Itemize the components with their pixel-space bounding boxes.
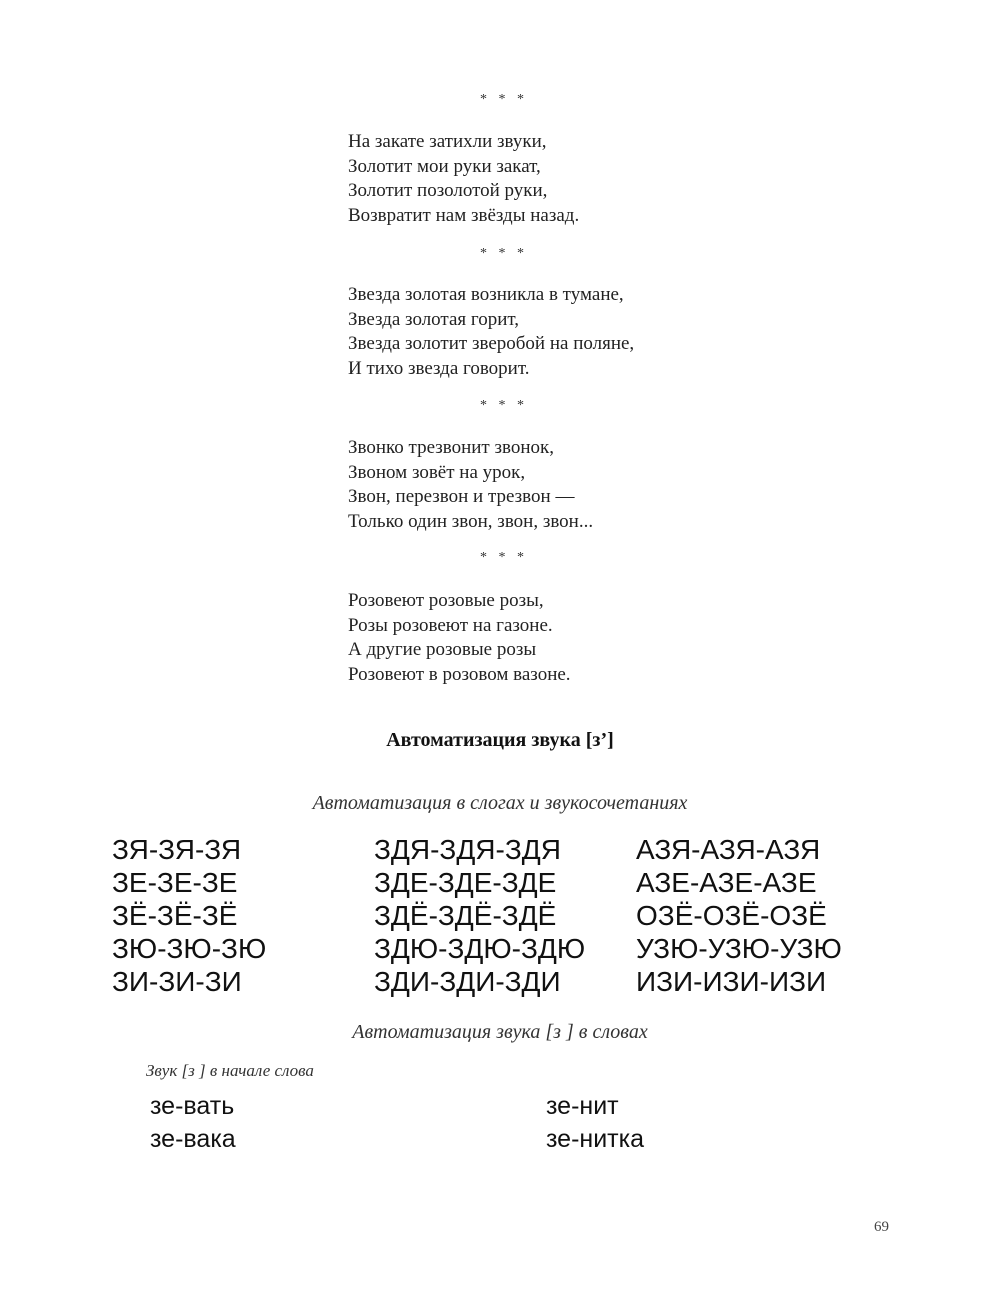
word-column-1 <box>150 1090 236 1156</box>
syllable-row: ЗДИ-ЗДИ-ЗДИ <box>374 966 561 997</box>
poem-line: Возвратит нам звёзды назад. <box>348 204 580 226</box>
syllable-column-1 <box>112 833 266 998</box>
poem-line: А другие розовые розы <box>348 639 537 660</box>
poem-line: Звезда золотит зверобой на поляне, <box>348 333 635 354</box>
poem-stanza-4 <box>348 589 571 687</box>
syllable-row: ЗЮ-ЗЮ-ЗЮ <box>112 933 267 964</box>
stanza-separator: * * * <box>480 246 528 261</box>
syllable-row: ЗДЁ-ЗДЁ-ЗДЁ <box>374 900 557 931</box>
syllable-row: ЗЕ-ЗЕ-ЗЕ <box>112 867 238 898</box>
syllable-row: ЗИ-ЗИ-ЗИ <box>112 966 242 997</box>
poem-stanza-3 <box>348 436 593 534</box>
word-item: зе-вать <box>150 1092 235 1120</box>
syllable-column-3 <box>636 833 842 998</box>
syllable-row: ЗЁ-ЗЁ-ЗЁ <box>112 900 238 931</box>
syllables-subtitle: Автоматизация в слогах и звукосочетаниях <box>312 792 688 814</box>
poem-line: Звонко трезвонит звонок, <box>348 437 554 458</box>
word-item: зе-нитка <box>546 1125 645 1153</box>
sound-position-label: Звук [з ] в начале слова <box>146 1061 314 1080</box>
section-title: Автоматизация звука [з’] <box>386 729 614 751</box>
poem-line: Розовеют розовые розы, <box>348 590 544 611</box>
syllable-row: ЗДЕ-ЗДЕ-ЗДЕ <box>374 867 557 898</box>
poem-line: Звезда золотая возникла в тумане, <box>348 284 624 305</box>
syllable-row: АЗЕ-АЗЕ-АЗЕ <box>636 867 817 898</box>
syllable-row: УЗЮ-УЗЮ-УЗЮ <box>636 933 842 964</box>
word-item: зе-вака <box>150 1125 236 1153</box>
syllable-row: ЗДЯ-ЗДЯ-ЗДЯ <box>374 834 561 865</box>
poem-line: Золотит мои руки закат, <box>348 155 541 177</box>
poem-line: Звоном зовёт на урок, <box>348 461 526 483</box>
syllable-row: ЗДЮ-ЗДЮ-ЗДЮ <box>374 933 586 964</box>
syllable-row: АЗЯ-АЗЯ-АЗЯ <box>636 834 821 865</box>
words-subtitle: Автоматизация звука [з ] в словах <box>352 1021 648 1043</box>
poem-stanza-1 <box>348 130 579 228</box>
word-item: зе-нит <box>546 1092 619 1120</box>
poem-line: Звон, перезвон и трезвон — <box>348 486 575 507</box>
page-number: 69 <box>874 1219 889 1235</box>
stanza-separator: * * * <box>480 398 528 413</box>
poem-line: На закате затихли звуки, <box>348 131 547 152</box>
stanza-separator: * * * <box>480 550 528 565</box>
poem-line: Только один звон, звон, звон... <box>348 510 594 532</box>
stanza-separator: * * * <box>480 92 528 107</box>
syllable-row: ЗЯ-ЗЯ-ЗЯ <box>112 834 242 865</box>
syllable-row: ИЗИ-ИЗИ-ИЗИ <box>636 966 827 997</box>
poem-stanza-2 <box>348 283 634 381</box>
poem-line: Розовеют в розовом вазоне. <box>348 663 571 685</box>
poem-line: Звезда золотая горит, <box>348 308 519 330</box>
syllable-row: ОЗЁ-ОЗЁ-ОЗЁ <box>636 900 827 931</box>
poem-line: И тихо звезда говорит. <box>348 357 530 379</box>
syllable-column-2 <box>374 833 585 998</box>
poem-line: Розы розовеют на газоне. <box>348 614 553 636</box>
word-column-2 <box>546 1090 644 1156</box>
poem-line: Золотит позолотой руки, <box>348 180 548 201</box>
